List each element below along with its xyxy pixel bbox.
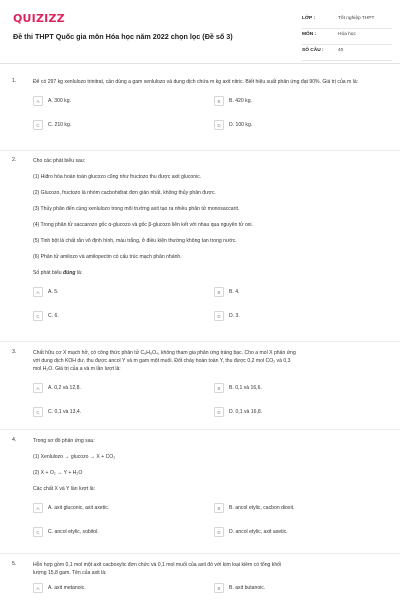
question-number: 4. [12, 437, 17, 443]
option-label: B. 4. [229, 289, 240, 295]
question-text-line: mol H₂O. Giá trị của a và m lần lượt là: [33, 366, 121, 372]
document-title: Đề thi THPT Quốc gia môn Hóa học năm 2022 chọn lọc (Đề số 3) [13, 32, 233, 41]
statement: (6) Phân tử amilozo và amilopectin có cấu trúc mạch phân nhánh. [33, 254, 182, 260]
question-divider [0, 553, 400, 554]
option-label: A. 5. [48, 289, 59, 295]
meta-label: LỚP : [302, 16, 316, 21]
option-label: D. 0,1 và 16,8. [229, 409, 263, 415]
option-key: B [214, 503, 224, 513]
statement: (4) Trong phân tử saccarozo gốc α-glucozo và gốc β-glucozo liên kết với nhau qua nguyên tử oxi. [33, 222, 253, 228]
meta-label: MÔN : [302, 32, 317, 37]
question-number: 3. [12, 349, 17, 355]
option-key: C [33, 407, 43, 417]
option-label: A. axit gluconic, axit axetic. [48, 505, 110, 511]
option-key: B [214, 383, 224, 393]
prompt-emphasis: đúng [63, 270, 76, 276]
option-label: A. 0,2 và 12,8. [48, 385, 81, 391]
option-key: D [214, 527, 224, 537]
option-key: B [214, 287, 224, 297]
meta-table [302, 13, 392, 61]
option-label: C. ancol etylic, sobitol. [48, 529, 99, 535]
question-divider [0, 429, 400, 430]
option-label: D. ancol etylic, axit axetic. [229, 529, 288, 535]
option-key: D [214, 407, 224, 417]
option-label: C. 210 kg. [48, 122, 72, 128]
statement: (2) Glucozo, fructozo là nhóm cacbohiđrat đơn giản nhất, không thủy phân được. [33, 190, 216, 196]
option-label: B. ancol etylic, cacbon dioxit. [229, 505, 295, 511]
option-label: D. 3. [229, 313, 240, 319]
question-number: 1. [12, 78, 17, 84]
option-key: C [33, 120, 43, 130]
question-text-line: với dung dịch KOH dư, thu được ancol Y và m gam một muối. Đốt cháy hoàn toàn Y, thu được 0,2 mol CO₂ và 0,3 [33, 358, 291, 364]
option-key: B [214, 96, 224, 106]
question-text-line: Chất hữu cơ X mạch hở, có công thức phân tử C₈H₈O₄, không tham gia phản ứng tráng bạc. Cho a mol X phản ứng [33, 350, 296, 356]
option-key: A [33, 287, 43, 297]
option-key: B [214, 583, 224, 593]
option-label: C. 0,1 và 13,4. [48, 409, 82, 415]
prompt-prefix: Số phát biểu [33, 270, 64, 276]
meta-row-subject [302, 29, 392, 45]
question-number: 5. [12, 561, 17, 567]
option-key: D [214, 311, 224, 321]
reaction-scheme: (1) Xenlulozo → glucozo → X + CO₂ [33, 454, 116, 460]
option-label: B. 0,1 và 16,6. [229, 385, 262, 391]
option-label: D. 100 kg. [229, 122, 253, 128]
option-key: A [33, 96, 43, 106]
option-label: A. axit metanoic. [48, 585, 86, 591]
meta-row-count [302, 45, 392, 61]
option-key: C [33, 527, 43, 537]
question-divider [0, 341, 400, 342]
option-label: A. 300 kg. [48, 98, 71, 104]
question-divider [0, 150, 400, 151]
question-text: Trong sơ đồ phản ứng sau: [33, 438, 95, 444]
question-prompt [33, 269, 385, 277]
statement: (3) Thủy phân đến cùng xenlulozo trong môi trường axit tạo ra nhiều phân tử monosaccarit. [33, 206, 240, 212]
question-text: Cho các phát biểu sau: [33, 158, 86, 164]
prompt-suffix: là: [75, 270, 83, 276]
quizizz-logo: QUIZIZZ [13, 12, 65, 25]
option-label: B. 420 kg. [229, 98, 252, 104]
question-prompt: Các chất X và Y lần lượt là: [33, 486, 96, 492]
option-key: A [33, 503, 43, 513]
question-text-line: lượng 15,8 gam. Tên của axit là: [33, 570, 107, 576]
meta-label: SỐ CÂU : [302, 48, 324, 53]
meta-row-class [302, 13, 392, 29]
meta-value: Tốt nghiệp THPT [338, 16, 375, 21]
statement: (5) Tinh bột là chất rắn vô định hình, màu trắng, ở điều kiện thường không tan trong nước. [33, 238, 237, 244]
option-key: A [33, 583, 43, 593]
option-key: A [33, 383, 43, 393]
option-key: C [33, 311, 43, 321]
question-text: Để có 297 kg xenlulozo trinitrat, cần dùng a gam xenlulozo và dung dịch chứa m kg axit nitric. Biết hiệu suất phản ứng đạt 90%. Giá trị của m là: [33, 79, 359, 85]
meta-value: 40 [338, 48, 344, 53]
statement: (1) Hiđro hóa hoàn toàn glucozo cũng như fructozo thu được axit gluconic. [33, 174, 202, 180]
question-number: 2. [12, 157, 17, 163]
question-text-line: Hỗn hợp gồm 0,1 mol một axit cacboxylic đơn chức và 0,1 mol muối của axit đó với kim loại kiềm có tổng khối [33, 562, 282, 568]
reaction-scheme: (2) X + O₂ → Y + H₂O [33, 470, 83, 476]
option-label: C. 6. [48, 313, 59, 319]
option-label: B. axit butanoic. [229, 585, 266, 591]
meta-value: Hóa học [338, 32, 356, 37]
option-key: D [214, 120, 224, 130]
header-divider [0, 63, 400, 64]
